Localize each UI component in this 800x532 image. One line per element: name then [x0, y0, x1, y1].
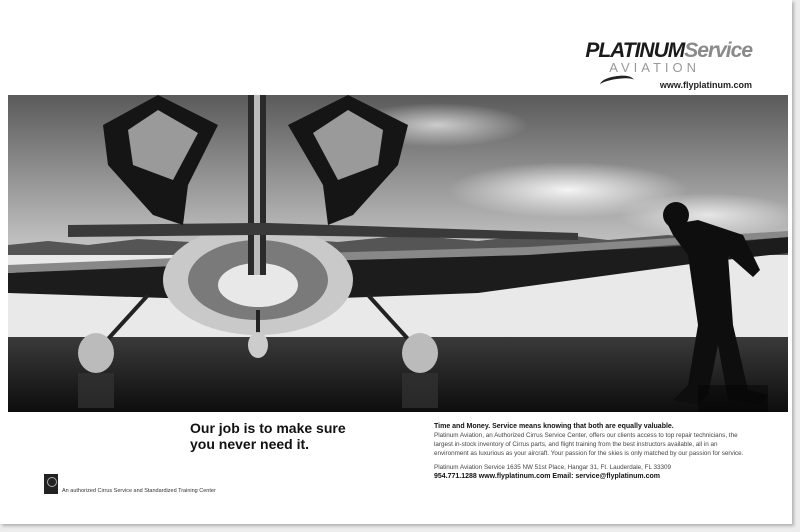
- photo-headline: [198, 470, 418, 502]
- tagline-line-1: Our job is to make sure: [190, 420, 346, 436]
- cirrus-badge-icon: [44, 474, 58, 494]
- tagline-line-2: you never need it.: [190, 436, 310, 452]
- body-contact: 954.771.1288 www.flyplatinum.com Email: service@flyplatinum.com: [434, 473, 660, 480]
- headline-line-2: an airframe parachute.: [198, 486, 349, 502]
- footer-text: An authorized Cirrus Service and Standardized Training Center: [62, 488, 216, 494]
- airplane-photo-icon: [8, 95, 788, 412]
- body-lead: Time and Money. Service means knowing that both are equally valuable.: [434, 423, 674, 430]
- headline-line-1: Every Cirrus comes with: [198, 470, 362, 486]
- tagline: [190, 420, 390, 452]
- logo-url: www.flyplatinum.com: [659, 80, 752, 90]
- logo-brand: PLATINUMService: [585, 39, 752, 62]
- platinum-logo: [585, 40, 752, 90]
- body-copy: [434, 422, 752, 481]
- logo-subtitle: AVIATION: [609, 60, 700, 75]
- body-text: Platinum Aviation, an Authorized Cirrus Service Center, offers our clients access to top repair technicians, the largest in-stock inventory of Cirrus parts, and flight training from the best instructors available, all in an environment as luxurious as your aircraft. Your passion for the skies is only matched by our passion for service.: [434, 432, 744, 457]
- body-address: Platinum Aviation Service 1635 NW 51st Place, Hangar 31, Ft. Lauderdale, FL 33309: [434, 464, 671, 471]
- footer: [44, 474, 216, 494]
